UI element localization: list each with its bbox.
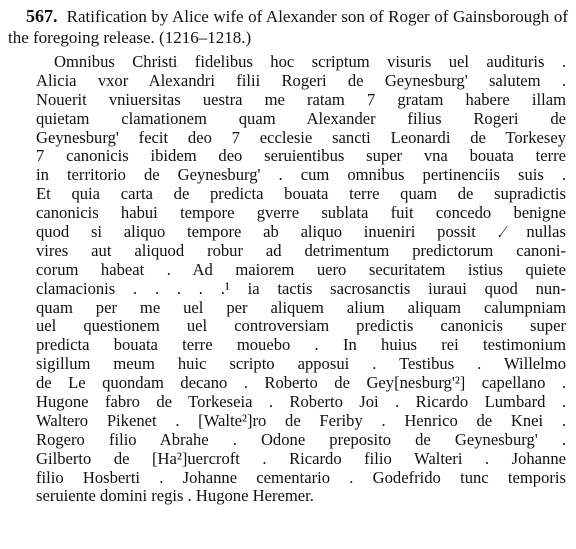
text-line: Et quia carta de predicta bouata terre quam de supradictis (36, 184, 566, 204)
entry-title: Ratification by Alice wife of Alexander son of Roger of Gainsborough of the foregoing release. (1216–1218.) (8, 7, 568, 47)
text-line: Gilberto de [Ha²]uercroft . Ricardo filio Walteri . Johanne (36, 448, 566, 468)
text-line: 7 canonicis ibidem deo seruientibus super vna bouata terre (36, 146, 566, 166)
text-line: vires aut aliquod robur ad detrimentum predictorum canoni- (36, 240, 566, 260)
text-line: quietam clamationem quam Alexander filius Rogeri de (36, 108, 566, 128)
text-line: Alicia vxor Alexandri filii Rogeri de Geynesburg' salutem . (36, 70, 566, 90)
text-line: filio Hosberti . Johanne cementario . Godefrido tunc temporis (36, 467, 566, 487)
text-line: uel questionem uel controversiam predictis canonicis super (36, 316, 566, 336)
entry-heading (8, 6, 568, 48)
text-line: corum habeat . Ad maiorem uero securitatem istius quiete (36, 259, 566, 279)
text-line: Waltero Pikenet . [Walte²]ro de Feriby . Henrico de Knei . (36, 410, 566, 430)
text-line: quod si aliquo tempore ab aliquo inueniri possit .⁄ nullas (36, 222, 566, 242)
text-line: de Le quondam decano . Roberto de Gey[nesburg'²] capellano . (36, 373, 566, 393)
text-line: Rogero filio Abrahe . Odone preposito de Geynesburg' . (36, 429, 566, 449)
text-line: Hugone fabro de Torkeseia . Roberto Joi . Ricardo Lumbard . (36, 392, 566, 412)
charter-text (36, 53, 566, 506)
text-line: seruiente domini regis . Hugone Heremer. (36, 486, 314, 506)
text-line: Geynesburg' fecit deo 7 ecclesie sancti Leonardi de Torkesey (36, 127, 566, 147)
text-line: sigillum meum huic scripto apposui . Testibus . Willelmo (36, 354, 566, 374)
entry-number: 567. (26, 6, 58, 26)
text-line: Nouerit vniuersitas uestra me ratam 7 gratam habere illam (36, 89, 566, 109)
text-line: canonicis habui tempore gverre sublata fuit concedo benigne (36, 203, 566, 223)
text-line: predicta bouata terre mouebo . In huius rei testimonium (36, 335, 566, 355)
text-line: Omnibus Christi fidelibus hoc scriptum visuris uel audituris . (54, 52, 566, 71)
text-line: quam per me uel per aliquem alium aliquam calumpniam (36, 297, 566, 317)
text-line: in territorio de Geynesburg' . cum omnibus pertinenciis suis . (36, 165, 566, 185)
text-line: clamacionis . . . . .¹ ia tactis sacrosanctis iuraui quod nun- (36, 278, 566, 298)
